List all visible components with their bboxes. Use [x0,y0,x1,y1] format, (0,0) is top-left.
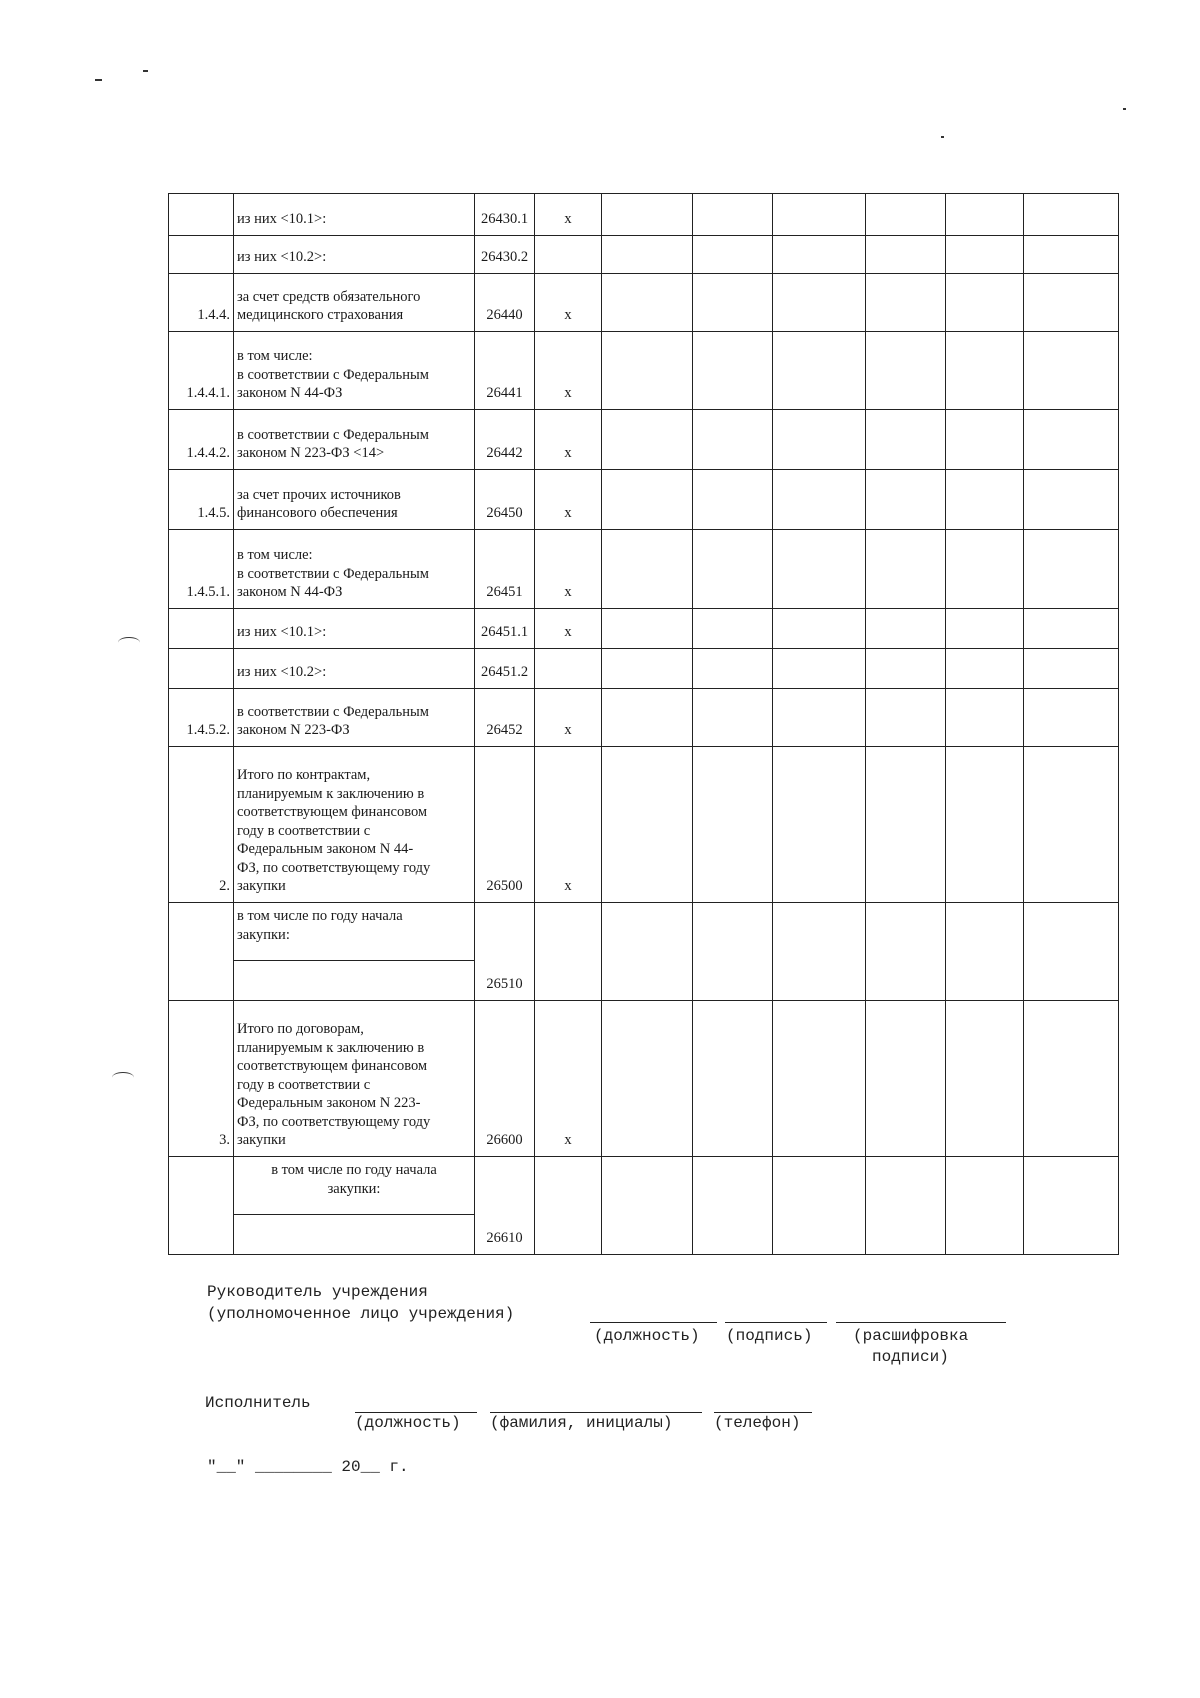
cell-empty[interactable] [693,194,773,236]
row-mark: x [535,332,602,410]
table-row [169,410,1119,470]
table-row [169,903,1119,961]
cell-empty[interactable] [946,530,1024,609]
cell-empty[interactable] [866,410,946,470]
row-description: в том числе по году начала закупки: [234,1157,475,1215]
cell-empty[interactable] [946,1001,1024,1157]
cell-empty[interactable] [693,609,773,649]
cell-empty[interactable] [1024,274,1119,332]
row-code: 26451.2 [475,649,535,689]
row-code: 26442 [475,410,535,470]
cell-empty[interactable] [773,1157,866,1255]
cell-empty[interactable] [946,236,1024,274]
row-number [169,1157,234,1255]
scan-mark [112,1072,134,1083]
cell-empty[interactable] [602,609,693,649]
row-mark: x [535,1001,602,1157]
table-row [169,689,1119,747]
row-description: в том числе по году начала закупки: [234,903,475,961]
cell-empty[interactable] [1024,903,1119,1001]
cell-empty[interactable] [866,470,946,530]
cell-empty[interactable] [773,332,866,410]
row-mark: x [535,274,602,332]
row-description: в соответствии с Федеральным законом N 223-ФЗ [234,689,475,747]
row-number [169,903,234,1001]
row-code: 26510 [475,903,535,1001]
scan-speck [95,79,102,81]
cell-empty[interactable] [693,903,773,1001]
cell-empty[interactable] [602,1001,693,1157]
cell-empty[interactable] [946,1157,1024,1255]
row-number: 1.4.4.1. [169,332,234,410]
row-code: 26600 [475,1001,535,1157]
cell-empty[interactable] [946,689,1024,747]
row-number [169,194,234,236]
cell-empty[interactable] [693,274,773,332]
cell-empty[interactable] [946,470,1024,530]
row-mark [535,649,602,689]
cell-empty[interactable] [1024,1157,1119,1255]
cell-empty[interactable] [866,747,946,903]
table-row [169,332,1119,410]
cell-empty[interactable] [773,649,866,689]
cell-empty[interactable] [1024,530,1119,609]
table-row [169,1157,1119,1215]
cell-empty[interactable] [773,747,866,903]
cell-empty[interactable] [946,274,1024,332]
table-row [169,236,1119,274]
cell-empty[interactable] [773,1001,866,1157]
cell-empty[interactable] [1024,470,1119,530]
scan-speck [941,136,944,138]
cell-empty[interactable] [773,236,866,274]
row-number [169,609,234,649]
row-description: Итого по договорам, планируемым к заключению в соответствующем финансовом году в соответствии с Федеральным законом N 223- ФЗ, по соответствующему году закупки [234,1001,475,1157]
executor-name-line[interactable] [490,1412,702,1413]
cell-empty[interactable] [866,194,946,236]
row-code: 26440 [475,274,535,332]
cell-empty[interactable] [773,274,866,332]
cell-empty[interactable] [693,689,773,747]
cell-empty[interactable] [866,649,946,689]
row-description: в том числе: в соответствии с Федеральным законом N 44-ФЗ [234,530,475,609]
signature-caption: (подпись) [726,1327,813,1345]
cell-empty[interactable] [773,194,866,236]
head-position-line[interactable] [590,1322,717,1323]
row-code: 26430.2 [475,236,535,274]
row-mark: x [535,747,602,903]
cell-empty[interactable] [866,609,946,649]
cell-empty[interactable] [773,903,866,1001]
row-description: в том числе: в соответствии с Федеральным законом N 44-ФЗ [234,332,475,410]
date-line[interactable]: "__" ________ 20__ г. [207,1458,409,1476]
table-row [169,609,1119,649]
cell-empty[interactable] [602,530,693,609]
cell-empty[interactable] [602,1157,693,1255]
row-number: 1.4.5.1. [169,530,234,609]
row-code: 26500 [475,747,535,903]
cell-empty[interactable] [602,194,693,236]
executor-label: Исполнитель [205,1394,311,1412]
table-row [169,1001,1119,1157]
table-row [169,747,1119,903]
cell-empty[interactable] [866,1157,946,1255]
head-signature-line[interactable] [725,1322,827,1323]
cell-empty[interactable] [602,470,693,530]
row-code: 26430.1 [475,194,535,236]
executor-phone-line[interactable] [714,1412,812,1413]
cell-empty[interactable] [946,903,1024,1001]
row-code: 26451.1 [475,609,535,649]
cell-empty[interactable] [946,410,1024,470]
row-number [169,649,234,689]
cell-empty[interactable] [693,470,773,530]
cell-empty[interactable] [773,410,866,470]
row-description: из них <10.2>: [234,649,475,689]
exec-phone-caption: (телефон) [714,1414,801,1432]
row-description: из них <10.1>: [234,194,475,236]
cell-empty[interactable] [946,194,1024,236]
head-decode-line[interactable] [836,1322,1006,1323]
cell-empty[interactable] [693,1157,773,1255]
row-description[interactable] [234,961,475,1001]
cell-empty[interactable] [946,609,1024,649]
cell-empty[interactable] [946,332,1024,410]
cell-empty[interactable] [946,649,1024,689]
scan-speck [143,70,148,72]
row-mark [535,1157,602,1255]
cell-empty[interactable] [773,609,866,649]
cell-empty[interactable] [866,236,946,274]
cell-empty[interactable] [866,903,946,1001]
cell-empty[interactable] [602,649,693,689]
row-description: за счет средств обязательного медицинского страхования [234,274,475,332]
exec-name-caption: (фамилия, инициалы) [490,1414,673,1432]
row-mark: x [535,609,602,649]
row-mark [535,903,602,1001]
cell-empty[interactable] [602,903,693,1001]
cell-empty[interactable] [602,274,693,332]
row-number: 2. [169,747,234,903]
cell-empty[interactable] [866,1001,946,1157]
decode-caption-line2: подписи) [872,1348,949,1366]
cell-empty[interactable] [693,649,773,689]
cell-empty[interactable] [866,274,946,332]
cell-empty[interactable] [773,530,866,609]
executor-position-line[interactable] [355,1412,477,1413]
cell-empty[interactable] [602,747,693,903]
head-title-line1: Руководитель учреждения [207,1283,428,1301]
table-row [169,530,1119,609]
row-description: из них <10.2>: [234,236,475,274]
row-mark: x [535,470,602,530]
row-code: 26452 [475,689,535,747]
row-mark [535,236,602,274]
cell-empty[interactable] [946,747,1024,903]
cell-empty[interactable] [1024,236,1119,274]
cell-empty[interactable] [1024,747,1119,903]
row-description: Итого по контрактам, планируемым к заключению в соответствующем финансовом году в соответствии с Федеральным законом N 44- ФЗ, по соответствующему году закупки [234,747,475,903]
cell-empty[interactable] [693,747,773,903]
decode-caption-line1: (расшифровка [853,1327,969,1345]
cell-empty[interactable] [1024,689,1119,747]
cell-empty[interactable] [773,689,866,747]
row-mark: x [535,689,602,747]
cell-empty[interactable] [693,530,773,609]
head-title-line2: (уполномоченное лицо учреждения) [207,1305,515,1323]
row-description: в соответствии с Федеральным законом N 223-ФЗ <14> [234,410,475,470]
exec-position-caption: (должность) [355,1414,461,1432]
row-number: 1.4.5.2. [169,689,234,747]
position-caption: (должность) [594,1327,700,1345]
cell-empty[interactable] [693,1001,773,1157]
cell-empty[interactable] [1024,332,1119,410]
cell-empty[interactable] [1024,609,1119,649]
row-code: 26450 [475,470,535,530]
table-row [169,274,1119,332]
cell-empty[interactable] [773,470,866,530]
cell-empty[interactable] [866,530,946,609]
cell-empty[interactable] [1024,1001,1119,1157]
scan-mark [118,637,140,648]
row-mark: x [535,530,602,609]
row-number: 1.4.5. [169,470,234,530]
row-code: 26451 [475,530,535,609]
table-row [169,470,1119,530]
row-description[interactable] [234,1215,475,1255]
table-row [169,649,1119,689]
cell-empty[interactable] [602,236,693,274]
row-number: 1.4.4. [169,274,234,332]
row-description: за счет прочих источников финансового обеспечения [234,470,475,530]
cell-empty[interactable] [1024,649,1119,689]
plan-table [168,193,1119,1255]
row-number: 1.4.4.2. [169,410,234,470]
row-number: 3. [169,1001,234,1157]
cell-empty[interactable] [693,332,773,410]
cell-empty[interactable] [602,410,693,470]
row-mark: x [535,410,602,470]
cell-empty[interactable] [1024,410,1119,470]
cell-empty[interactable] [866,689,946,747]
cell-empty[interactable] [602,332,693,410]
cell-empty[interactable] [693,410,773,470]
cell-empty[interactable] [602,689,693,747]
row-mark: x [535,194,602,236]
cell-empty[interactable] [1024,194,1119,236]
row-number [169,236,234,274]
row-description: из них <10.1>: [234,609,475,649]
table-row [169,194,1119,236]
scan-speck [1123,108,1126,110]
cell-empty[interactable] [866,332,946,410]
row-code: 26610 [475,1157,535,1255]
cell-empty[interactable] [693,236,773,274]
row-code: 26441 [475,332,535,410]
